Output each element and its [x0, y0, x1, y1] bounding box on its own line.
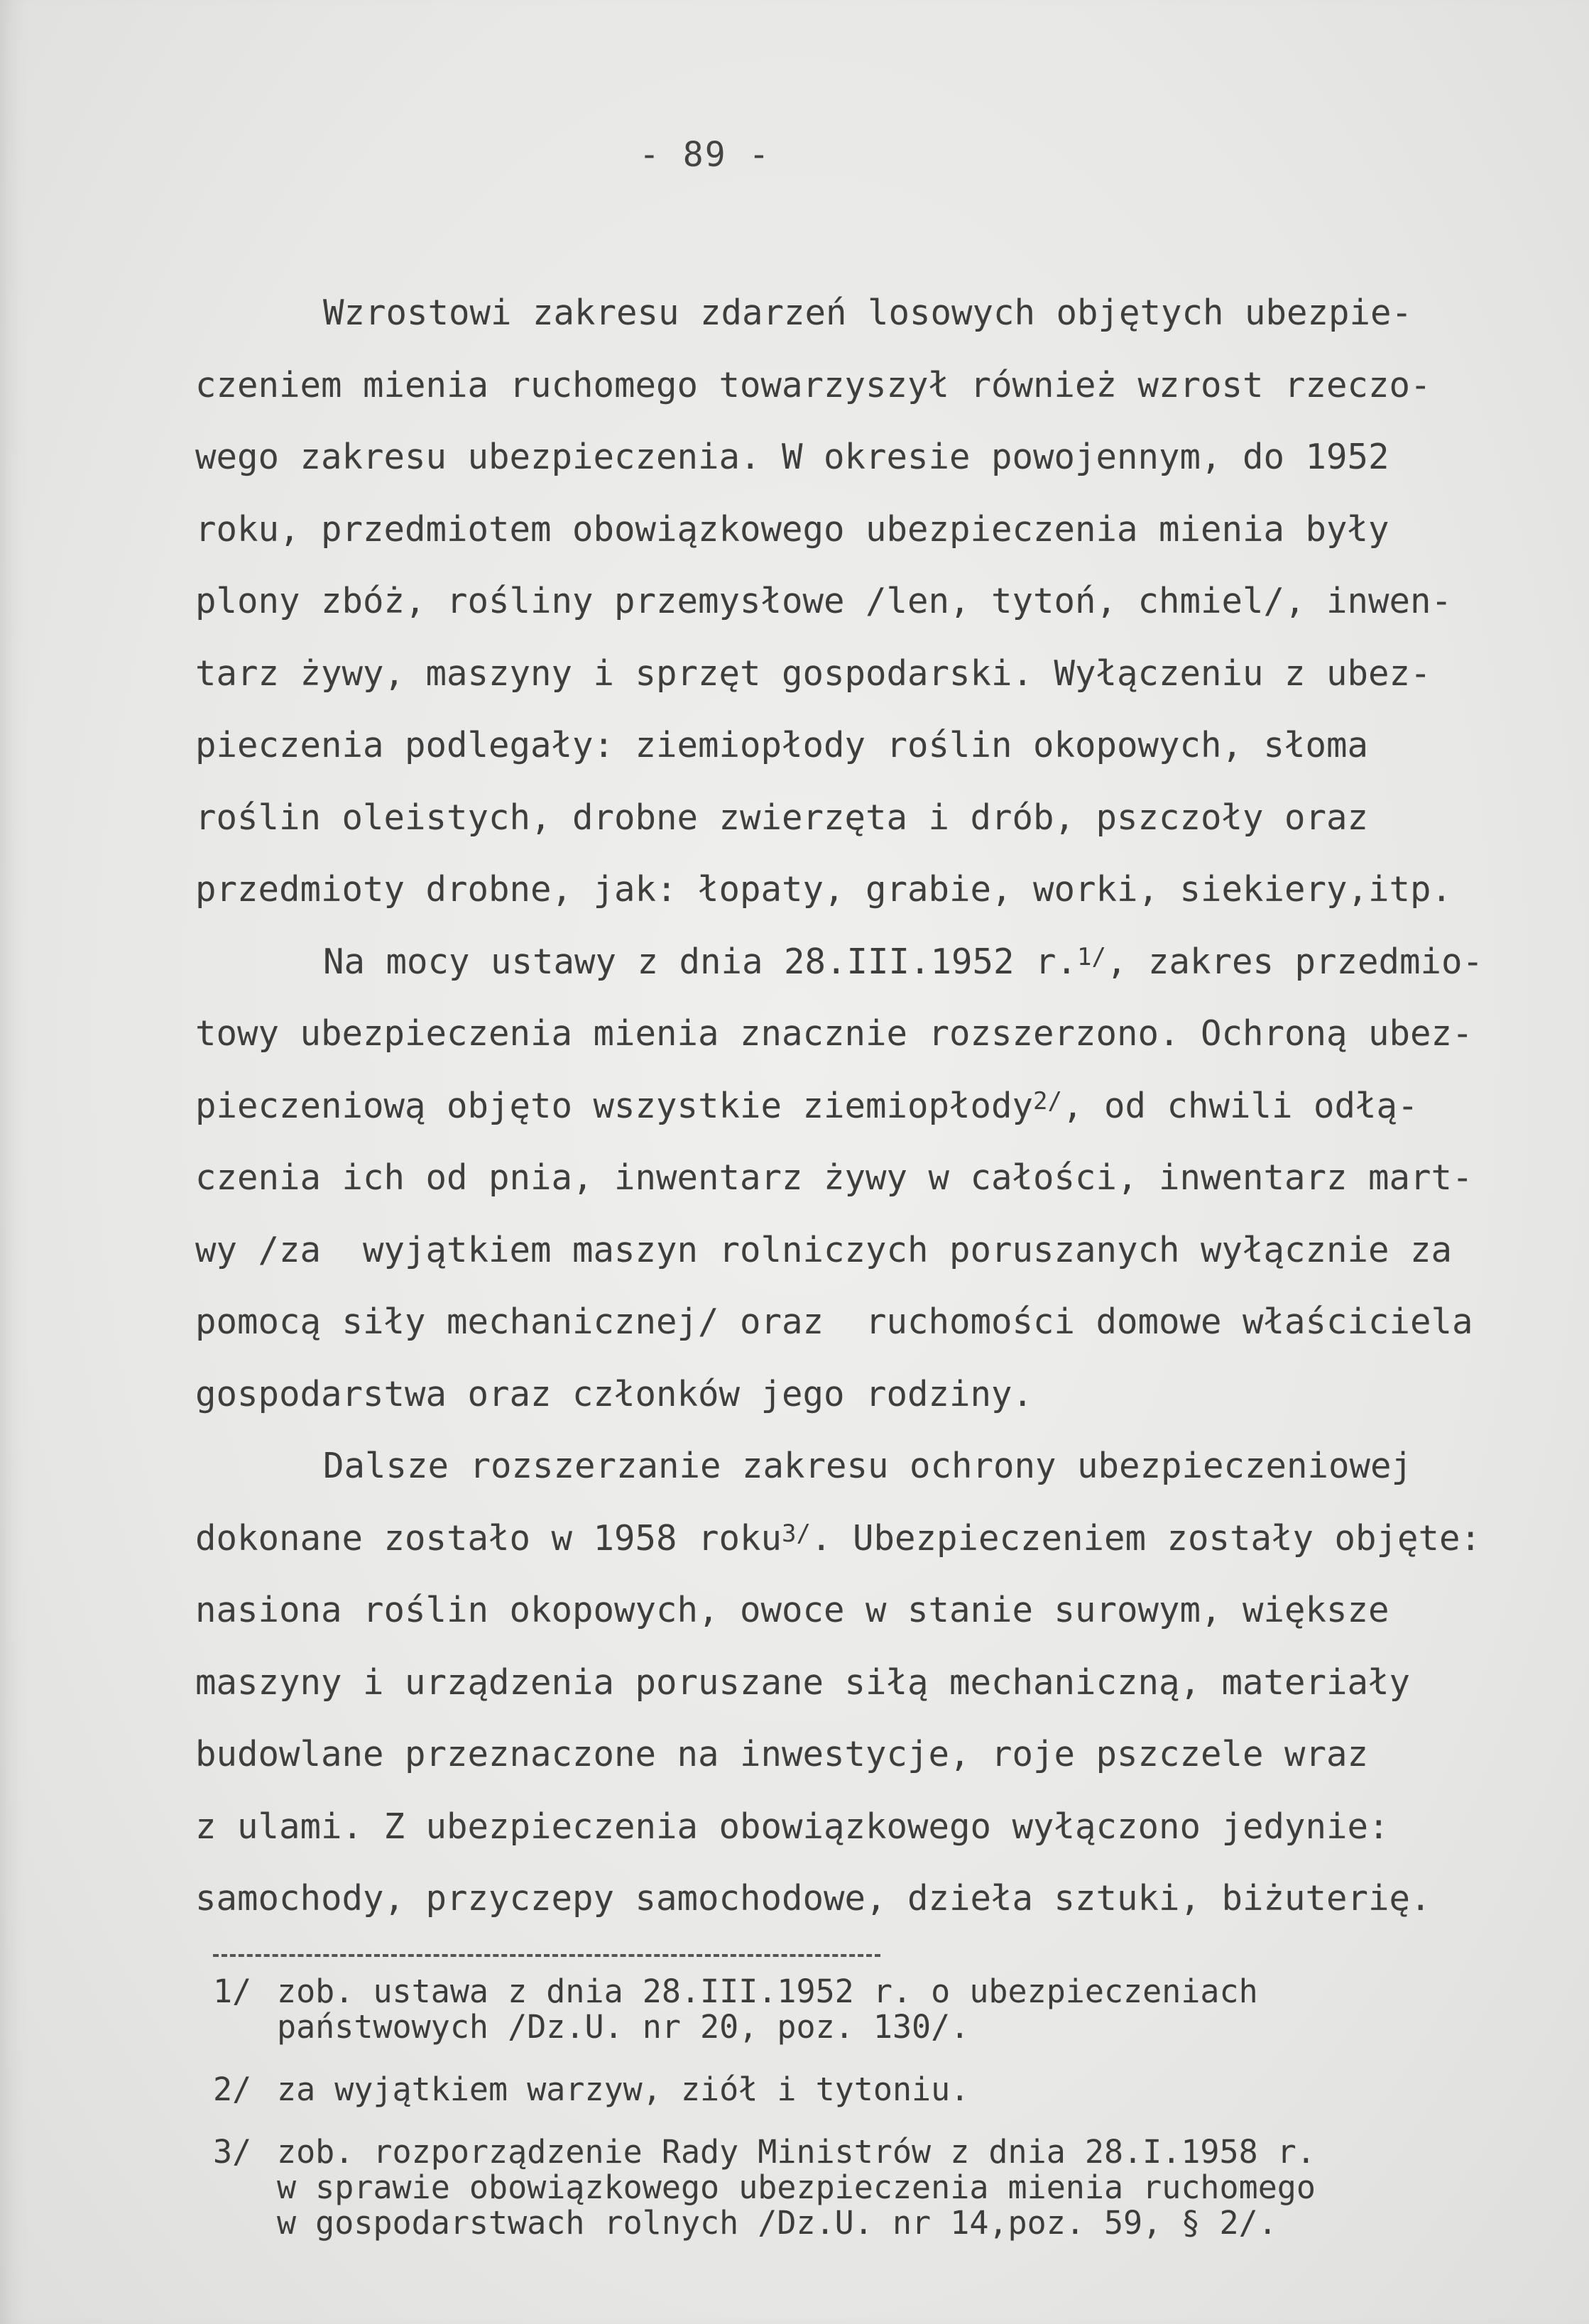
paragraph-1-line-9: przedmioty drobne, jak: łopaty, grabie, worki, siekiery,itp.	[195, 869, 1453, 910]
paragraph-3-line-5: budowlane przeznaczone na inwestycje, roje pszczele wraz	[195, 1734, 1369, 1774]
paragraph-3-line-2-tail: . Ubezpieczeniem zostały objęte:	[810, 1517, 1481, 1559]
paragraph-2-line-7: gospodarstwa oraz członków jego rodziny.	[195, 1373, 1034, 1414]
paragraph-2-line-5: wy /za wyjątkiem maszyn rolniczych poruszanych wyłącznie za	[195, 1229, 1453, 1270]
paragraph-2-line-3	[195, 1070, 1544, 1142]
footnote-2	[213, 2072, 1548, 2107]
page-number: - 89 -	[639, 135, 771, 175]
paragraph-2-line-3-tail: , od chwili odłą-	[1061, 1085, 1419, 1126]
paragraph-3-line-3: nasiona roślin okopowych, owoce w stanie surowym, większe	[195, 1590, 1389, 1630]
paragraph-1-line-6: tarz żywy, maszyny i sprzęt gospodarski. Wyłączeniu z ubez-	[195, 653, 1431, 694]
footnote-ref-2: 2/	[1033, 1086, 1062, 1115]
footnote-1-text: zob. ustawa z dnia 28.III.1952 r. o ubezpieczeniach państwowych /Dz.U. nr 20, poz. 130/.	[277, 1973, 1258, 2046]
footnote-1-number: 1/	[213, 1973, 252, 2010]
footnotes	[213, 1974, 1548, 2268]
paragraph-1-line-4: roku, przedmiotem obowiązkowego ubezpieczenia mienia były	[195, 508, 1389, 550]
paragraph-2-line-6: pomocą siły mechanicznej/ oraz ruchomości domowe właściciela	[195, 1302, 1473, 1342]
paragraph-2-line-1-tail: , zakres przedmio-	[1105, 941, 1483, 982]
paragraph-2-line-3-text: pieczeniową objęto wszystkie ziemiopłody	[195, 1085, 1034, 1126]
paragraph-2-line-2: towy ubezpieczenia mienia znacznie rozszerzono. Ochroną ubez-	[195, 1013, 1473, 1054]
paragraph-2-line-4: czenia ich od pnia, inwentarz żywy w całości, inwentarz mart-	[195, 1157, 1473, 1198]
paragraph-3-line-4: maszyny i urządzenia poruszane siłą mechaniczną, materiały	[195, 1662, 1411, 1703]
paragraph-1-line-1: Wzrostowi zakresu zdarzeń losowych objętych ubezpie-	[323, 293, 1413, 333]
footnote-ref-1: 1/	[1077, 942, 1106, 971]
paragraph-1-line-5: plony zbóż, rośliny przemysłowe /len, tytoń, chmiel/, inwen-	[195, 581, 1453, 621]
paragraph-1-line-8: roślin oleistych, drobne zwierzęta i drób, pszczoły oraz	[195, 797, 1369, 838]
footnote-3-text: zob. rozporządzenie Rady Ministrów z dnia 28.I.1958 r. w sprawie obowiązkowego ubezpieczenia mienia ruchomego w gospodarstwach rolnych /Dz.U. nr 14,poz. 59, § 2/.	[277, 2133, 1316, 2242]
paragraph-1-line-2: czeniem mienia ruchomego towarzyszył również wzrost rzeczo-	[195, 364, 1431, 405]
footnote-2-number: 2/	[213, 2071, 252, 2108]
body-text	[195, 277, 1544, 1935]
footnote-2-text: za wyjątkiem warzyw, ziół i tytoniu.	[277, 2071, 970, 2108]
paragraph-1-line-7: pieczenia podlegały: ziemiopłody roślin okopowych, słoma	[195, 725, 1369, 765]
paragraph-2-line-1	[195, 926, 1544, 998]
footnote-3-number: 3/	[213, 2133, 252, 2171]
paragraph-3-line-2	[195, 1502, 1544, 1575]
paragraph-3-line-7: samochody, przyczepy samochodowe, dzieła sztuki, biżuterię.	[195, 1878, 1431, 1919]
paragraph-3-line-1: Dalsze rozszerzanie zakresu ochrony ubezpieczeniowej	[323, 1446, 1413, 1486]
footnote-1	[213, 1974, 1548, 2045]
footnote-ref-3: 3/	[782, 1519, 811, 1548]
paragraph-1-line-3: wego zakresu ubezpieczenia. W okresie powojennym, do 1952	[195, 437, 1389, 477]
footnote-separator	[213, 1954, 880, 1957]
paragraph-3-line-6: z ulami. Z ubezpieczenia obowiązkowego wyłączono jedynie:	[195, 1806, 1389, 1847]
paragraph-2-line-1-text: Na mocy ustawy z dnia 28.III.1952 r.	[323, 941, 1078, 982]
paragraph-3-line-2-text: dokonane zostało w 1958 roku	[195, 1517, 782, 1559]
footnote-3	[213, 2134, 1548, 2241]
